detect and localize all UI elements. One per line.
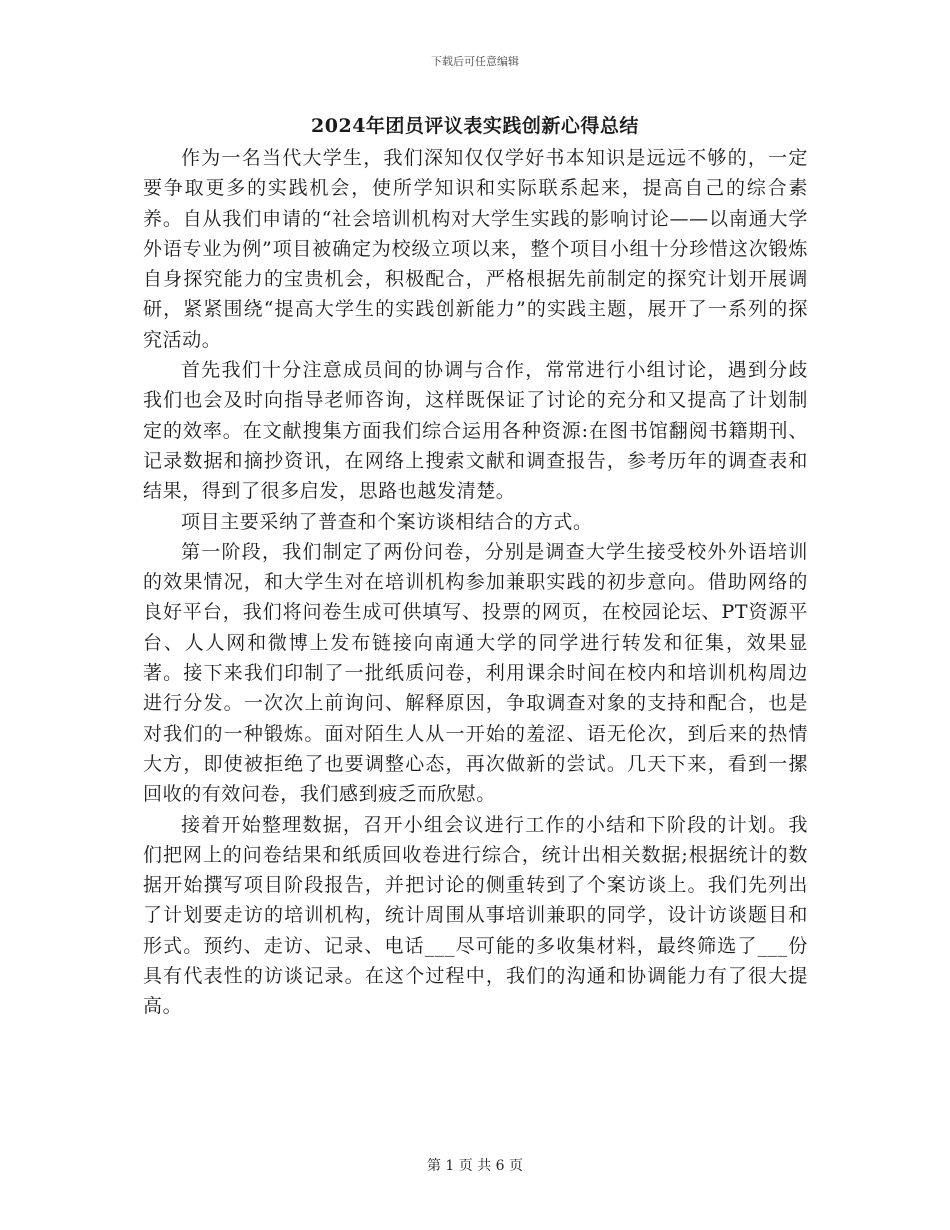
paragraph-2: 首先我们十分注意成员间的协调与合作，常常进行小组讨论，遇到分歧我们也会及时向指导老师咨询，这样既保证了讨论的充分和又提高了计划制定的效率。在文献搜集方面我们综合运用各种资源:在图书馆翻阅书籍期刊、记录数据和摘抄资讯，在网络上搜索文献和调查报告，参考历年的调查表和结果，得到了很多启发，思路也越发清楚。 — [143, 359, 808, 503]
paragraph-4: 第一阶段，我们制定了两份问卷，分别是调查大学生接受校外外语培训的效果情况，和大学生对在培训机构参加兼职实践的初步意向。借助网络的良好平台，我们将问卷生成可供填写、投票的网页，在校园论坛、PT资源平台、人人网和微博上发布链接向南通大学的同学进行转发和征集，效果显著。接下来我们印制了一批纸质问卷，利用课余时间在校内和培训机构周边进行分发。一次次上前询问、解释原因，争取调查对象的支持和配合，也是对我们的一种锻炼。面对陌生人从一开始的羞涩、语无伦次，到后来的热情大方，即使被拒绝了也要调整心态，再次做新的尝试。几天下来，看到一摞回收的有效问卷，我们感到疲乏而欣慰。 — [143, 540, 808, 806]
page-indicator: 第 1 页 共 6 页 — [426, 1158, 524, 1174]
header-note: 下载后可任意编辑 — [431, 55, 519, 68]
document-body — [143, 143, 808, 1022]
paragraph-3: 项目主要采纳了普查和个案访谈相结合的方式。 — [181, 510, 593, 533]
document-title: 2024年团员评议表实践创新心得总结 — [311, 115, 639, 137]
paragraph-5: 接着开始整理数据，召开小组会议进行工作的小结和下阶段的计划。我们把网上的问卷结果和纸质回收卷进行综合，统计出相关数据;根据统计的数据开始撰写项目阶段报告，并把讨论的侧重转到了个案访谈上。我们先列出了计划要走访的培训机构，统计周围从事培训兼职的同学，设计访谈题目和形式。预约、走访、记录、电话___尽可能的多收集材料，最终筛选了___份具有代表性的访谈记录。在这个过程中，我们的沟通和协调能力有了很大提高。 — [143, 813, 808, 1018]
paragraph-1: 作为一名当代大学生，我们深知仅仅学好书本知识是远远不够的，一定要争取更多的实践机会，使所学知识和实际联系起来，提高自己的综合素养。自从我们申请的“社会培训机构对大学生实践的影响讨论——以南通大学外语专业为例”项目被确定为校级立项以来，整个项目小组十分珍惜这次锻炼自身探究能力的宝贵机会，积极配合，严格根据先前制定的探究计划开展调研，紧紧围绕“提高大学生的实践创新能力”的实践主题，展开了一系列的探究活动。 — [143, 147, 808, 351]
